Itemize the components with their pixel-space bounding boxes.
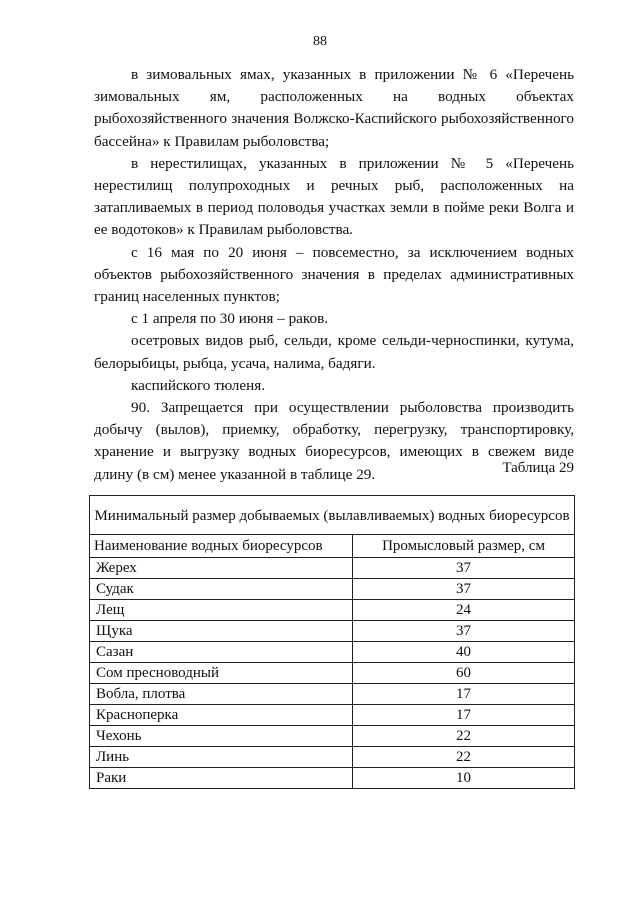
body-text (94, 64, 574, 486)
table-row (90, 621, 575, 642)
min-size-cell: 24 (353, 600, 575, 621)
table-row (90, 726, 575, 747)
min-size-cell: 17 (353, 705, 575, 726)
table-body (90, 558, 575, 789)
min-size-cell: 17 (353, 684, 575, 705)
min-size-cell: 40 (353, 642, 575, 663)
paragraph-spawning-grounds: в нерестилищах, указанных в приложении № 5 «Перечень нерестилищ полупроходных и речных рыб, расположенных на затапливаемых в период половодья участках земли в пойме реки Волга и ее водотоков» к Правилам рыболовства. (94, 154, 574, 239)
minimum-size-table (89, 495, 575, 789)
species-name-cell: Лещ (90, 600, 353, 621)
min-size-cell: 37 (353, 621, 575, 642)
paragraph-may-june-ban: с 16 мая по 20 июня – повсеместно, за исключением водных объектов рыбохозяйственного значения в пределах административных границ населенных пунктов; (94, 243, 574, 306)
min-size-cell: 22 (353, 747, 575, 768)
table-row (90, 558, 575, 579)
page-number: 88 (313, 34, 327, 49)
species-name-cell: Вобла, плотва (90, 684, 353, 705)
paragraph-wintering-pits: в зимовальных ямах, указанных в приложении № 6 «Перечень зимовальных ям, расположенных на водных объектах рыбохозяйственного значения Волжско-Каспийского рыбохозяйственного бассейна» к Правилам рыболовства; (94, 66, 574, 150)
species-name-cell: Жерех (90, 558, 353, 579)
species-name-cell: Сом пресноводный (90, 663, 353, 684)
paragraph-crayfish-ban: с 1 апреля по 30 июня – раков. (131, 310, 329, 328)
species-name-cell: Щука (90, 621, 353, 642)
table-row (90, 579, 575, 600)
column-header-name: Наименование водных биоресурсов (90, 535, 353, 558)
species-name-cell: Чехонь (90, 726, 353, 747)
paragraph-seal-ban: каспийского тюленя. (131, 376, 266, 394)
min-size-cell: 22 (353, 726, 575, 747)
table-row (90, 684, 575, 705)
table-row (90, 663, 575, 684)
table-row (90, 768, 575, 789)
table-title-row (90, 496, 575, 535)
table-title: Минимальный размер добываемых (вылавливаемых) водных биоресурсов (90, 496, 575, 535)
species-name-cell: Раки (90, 768, 353, 789)
min-size-cell: 37 (353, 579, 575, 600)
species-name-cell: Красноперка (90, 705, 353, 726)
table-row (90, 600, 575, 621)
min-size-cell: 60 (353, 663, 575, 684)
table-row (90, 642, 575, 663)
table-row (90, 747, 575, 768)
paragraph-90: 90. Запрещается при осуществлении рыболовства производить добычу (вылов), приемку, обработку, перегрузку, транспортировку, хранение и выгрузку водных биоресурсов, имеющих в свежем виде длину (в см) менее указанной в таблице 29. (94, 399, 574, 483)
min-size-cell: 37 (353, 558, 575, 579)
min-size-cell: 10 (353, 768, 575, 789)
species-name-cell: Судак (90, 579, 353, 600)
species-name-cell: Линь (90, 747, 353, 768)
paragraph-sturgeon-ban: осетровых видов рыб, сельди, кроме сельди-черноспинки, кутума, белорыбицы, рыбца, усача, налима, бадяги. (94, 332, 574, 372)
species-name-cell: Сазан (90, 642, 353, 663)
column-header-size: Промысловый размер, см (353, 535, 575, 558)
table-caption: Таблица 29 (502, 460, 574, 476)
table-header-row (90, 535, 575, 558)
table-row (90, 705, 575, 726)
